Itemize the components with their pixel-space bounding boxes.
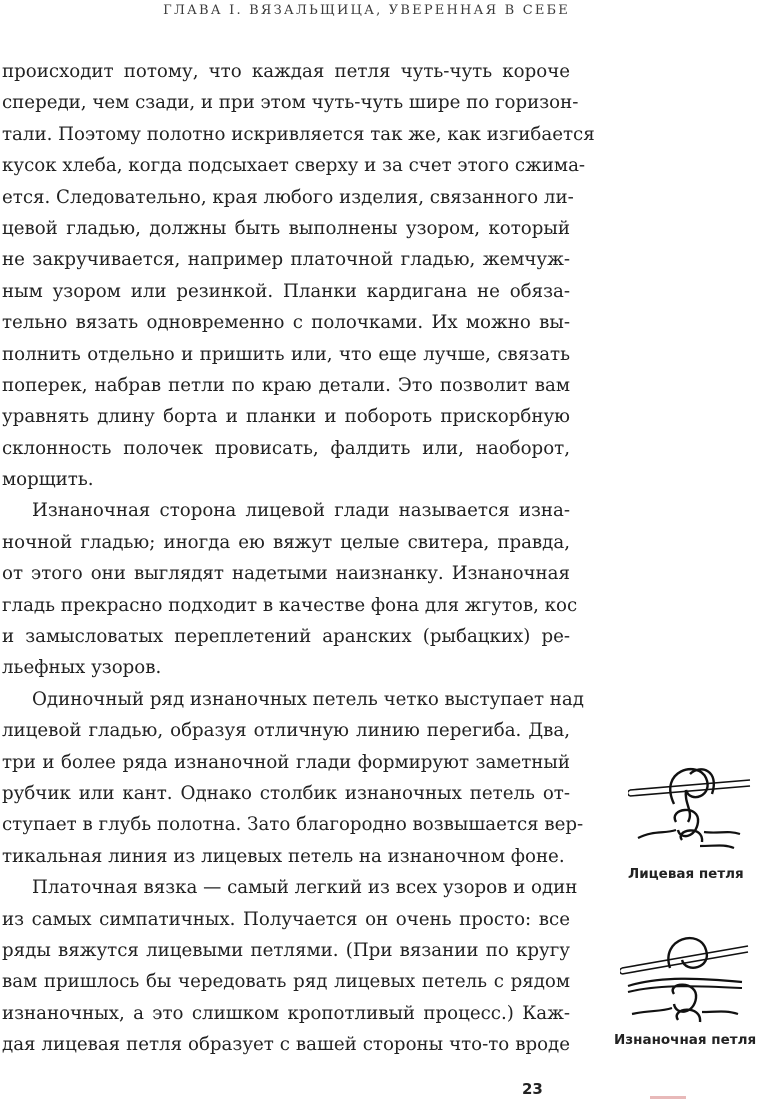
text-line: Одиночный ряд изнаночных петель четко выступает над [32, 688, 584, 710]
knit-stitch-icon [628, 760, 752, 852]
text-line: ным узором или резинкой. Планки кардигана не обяза- [2, 280, 570, 302]
text-line: спереди, чем сзади, и при этом чуть-чуть шире по горизон- [2, 92, 579, 114]
text-line: ночной гладью; иногда ею вяжут целые свитера, правда, [2, 531, 570, 553]
text-line: тельно вязать одновременно с полочками. Их можно вы- [2, 312, 570, 334]
text-line: поперек, набрав петли по краю детали. Это позволит вам [2, 374, 570, 396]
text-line: происходит потому, что каждая петля чуть-чуть короче [2, 61, 570, 82]
text-line: гладь прекрасно подходит в качестве фона для жгутов, кос [2, 594, 578, 616]
text-line: дая лицевая петля образует с вашей стороны что-то вроде [2, 1034, 570, 1056]
corner-mark [650, 1096, 686, 1099]
text-line: цевой гладью, должны быть выполнены узором, который [2, 217, 570, 239]
text-line: вам пришлось бы чередовать ряд лицевых петель с рядом [2, 971, 570, 993]
text-line: ряды вяжутся лицевыми петлями. (При вязании по кругу [2, 939, 570, 961]
text-line: полнить отдельно и пришить или, что еще лучше, связать [2, 343, 570, 365]
text-line: изнаночных, а это слишком кропотливый процесс.) Каж- [2, 1002, 570, 1024]
text-line: тикальная линия из лицевых петель на изнаночном фоне. [2, 845, 565, 867]
text-line: кусок хлеба, когда подсыхает сверху и за счет этого сжима- [2, 155, 586, 177]
text-line: не закручивается, например платочной гладью, жемчуж- [2, 249, 570, 271]
purl-stitch-caption: Изнаночная петля [614, 1032, 757, 1048]
text-line: тали. Поэтому полотно искривляется так же, как изгибается [2, 123, 595, 145]
text-line: лицевой гладью, образуя отличную линию перегиба. Два, [2, 720, 570, 742]
text-line: уравнять длину борта и планки и побороть прискорбную [2, 406, 570, 428]
text-line: морщить. [2, 469, 94, 491]
text-line: льефных узоров. [2, 657, 162, 679]
text-line: Платочная вязка — самый легкий из всех узоров и один [32, 877, 578, 899]
body-text [2, 56, 595, 1061]
text-line: ется. Следовательно, края любого изделия, связанного ли- [2, 186, 574, 208]
text-line: рубчик или кант. Однако столбик изнаночных петель от- [2, 782, 570, 804]
text-line: и замысловатых переплетений аранских (рыбацких) ре- [2, 626, 570, 648]
text-line: Изнаночная сторона лицевой глади называется изна- [32, 500, 570, 522]
page-number: 23 [522, 1080, 543, 1098]
purl-stitch-icon [620, 928, 750, 1028]
text-line: из самых симпатичных. Получается он очень просто: все [2, 908, 570, 930]
text-line: от этого они выглядят надетыми наизнанку. Изнаночная [2, 563, 570, 585]
knit-stitch-caption: Лицевая петля [628, 866, 744, 882]
running-head: ГЛАВА I. ВЯЗАЛЬЩИЦА, УВЕРЕННАЯ В СЕБЕ [163, 3, 570, 18]
text-line: три и более ряда изнаночной глади формируют заметный [2, 751, 570, 773]
text-line: склонность полочек провисать, фалдить или, наоборот, [2, 437, 570, 459]
text-line: ступает в глубь полотна. Зато благородно возвышается вер- [2, 814, 584, 836]
